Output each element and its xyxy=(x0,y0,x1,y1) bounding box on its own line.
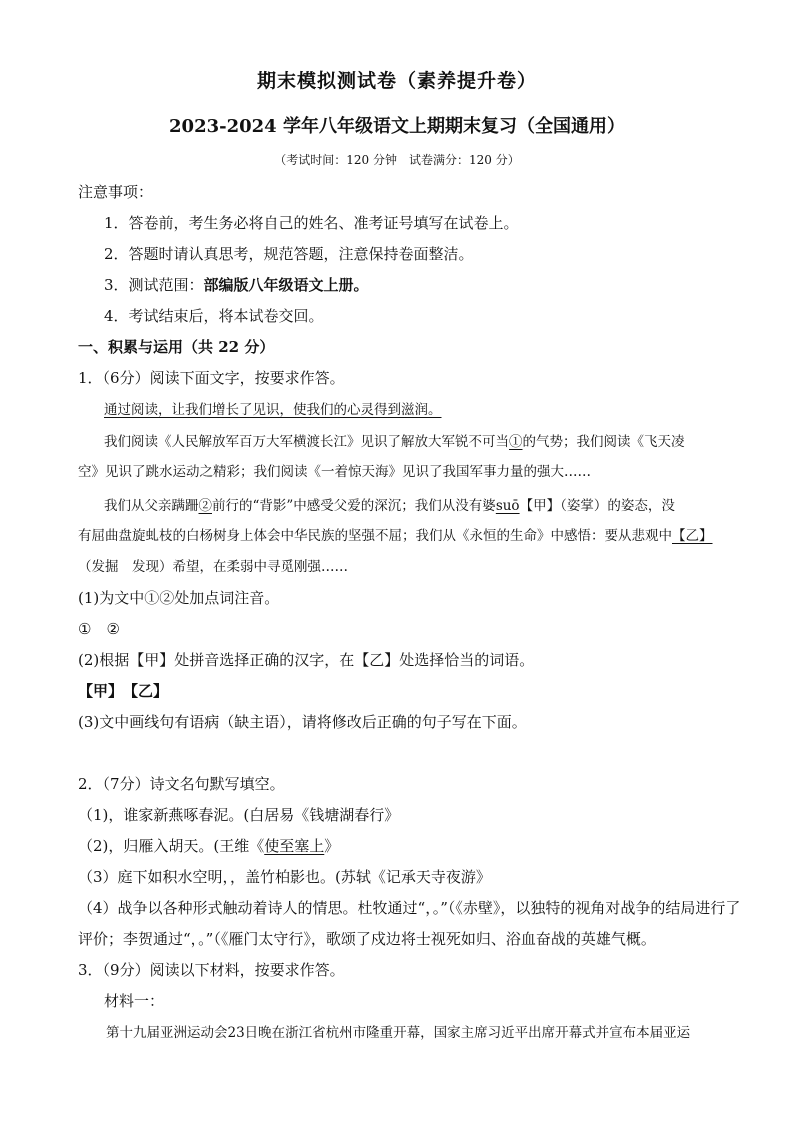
notes-item-3-scope: 部编版八年级语文上册。 xyxy=(203,276,369,294)
q1-sub1: (1)为文中①②处加点词注音。 xyxy=(78,589,280,607)
q2-item-2-text-b: 》 xyxy=(324,837,340,855)
notes-item-3-label: 3．测试范围： xyxy=(104,276,204,294)
q2-item-2 xyxy=(78,836,738,856)
q1-sub3: (3)文中画线句有语病（缺主语），请将修改后正确的句子写在下面。 xyxy=(78,713,527,731)
notes-item-3 xyxy=(104,275,764,295)
q1-p1-text-b: 的气势；我们阅读《飞天凌 xyxy=(522,434,685,450)
q3-material-line1: 第十九届亚洲运动会23日晚在浙江省杭州市隆重开幕，国家主席习近平出席开幕式并宣布本届亚运 xyxy=(106,1025,691,1041)
notes-heading: 注意事项： xyxy=(78,183,154,201)
q1-paragraph2-line2 xyxy=(78,526,738,546)
q1-pinyin: suō xyxy=(495,498,520,514)
q1-blank-1: ① xyxy=(509,434,523,450)
q1-paragraph2-line3: （发掘 发现）希望，在柔弱中寻觅刚强…… xyxy=(78,559,348,575)
q2-item-3: （3）庭下如积水空明，，盖竹柏影也。(苏轼《记承天寺夜游》 xyxy=(78,868,491,886)
q1-underlined-sentence: 通过阅读，让我们增长了见识，使我们的心灵得到滋润。 xyxy=(104,402,442,418)
q2-item-2-text-a: （2)，归雁入胡天。(王维《 xyxy=(78,837,265,855)
q2-stem: 2．（7分）诗文名句默写填空。 xyxy=(78,775,285,793)
q2-item-4-line1: （4）战争以各种形式触动着诗人的情思。杜牧通过“，。”（《赤壁》，以独特的视角对战争的结局进行了 xyxy=(78,899,741,917)
q1-p2-text-c: 【甲】（姿掌）的姿态，没 xyxy=(519,498,675,514)
notes-item-1: 1．答卷前，考生务必将自己的姓名、准考证号填写在试卷上。 xyxy=(104,214,519,232)
q1-paragraph2-line1 xyxy=(104,496,764,516)
q1-answer2: 【甲】 【乙】 xyxy=(78,682,169,700)
q1-p2-text-b: 前行的“背影”中感受父爱的深沉；我们从没有婆 xyxy=(212,498,496,514)
q1-paragraph1-line1 xyxy=(104,432,764,452)
q1-answer1: ① ② xyxy=(78,620,120,638)
q1-blank-2: ② xyxy=(198,498,212,514)
notes-item-2: 2．答题时请认真思考，规范答题，注意保持卷面整洁。 xyxy=(104,245,474,263)
notes-item-4: 4．考试结束后，将本试卷交回。 xyxy=(104,307,324,325)
q1-p2-text-d: 有屈曲盘旋虬枝的白杨树身上体会中华民族的坚强不屈；我们从《永恒的生命》中感悟：要从悲观中 xyxy=(78,528,672,544)
q3-stem: 3．（9分）阅读以下材料，按要求作答。 xyxy=(78,961,345,979)
exam-meta: （考试时间：120 分钟 试卷满分：120 分） xyxy=(274,153,520,167)
q1-sub2: (2)根据【甲】处拼音选择正确的汉字，在【乙】处选择恰当的词语。 xyxy=(78,651,535,669)
q2-item-4-line2: 评价；李贺通过“，。”（《雁门太守行》，歌颂了戍边将士视死如归、浴血奋战的英雄气概。 xyxy=(78,930,656,948)
section-heading: 一、积累与运用（共 22 分） xyxy=(78,338,275,356)
q1-p1-text-a: 我们阅读《人民解放军百万大军横渡长江》见识了解放大军锐不可当 xyxy=(104,434,509,450)
q1-stem: 1．（6分）阅读下面文字，按要求作答。 xyxy=(78,369,345,387)
q1-p2-text-a: 我们从父亲蹒跚 xyxy=(104,498,199,514)
q2-item-2-title: 使至塞上 xyxy=(264,837,325,855)
q1-blank-3: 【乙】 xyxy=(672,528,713,544)
q1-paragraph1-line2: 空》见识了跳水运动之精彩；我们阅读《一着惊天海》见识了我国军事力量的强大…… xyxy=(78,464,591,480)
q2-item-1: （1)，谁家新燕啄春泥。(白居易《钱塘湖春行》 xyxy=(78,806,400,824)
exam-subtitle: 2023-2024 学年八年级语文上期期末复习（全国通用） xyxy=(169,116,625,137)
q3-material-label: 材料一： xyxy=(104,992,165,1010)
exam-title: 期末模拟测试卷（素养提升卷） xyxy=(256,70,537,92)
